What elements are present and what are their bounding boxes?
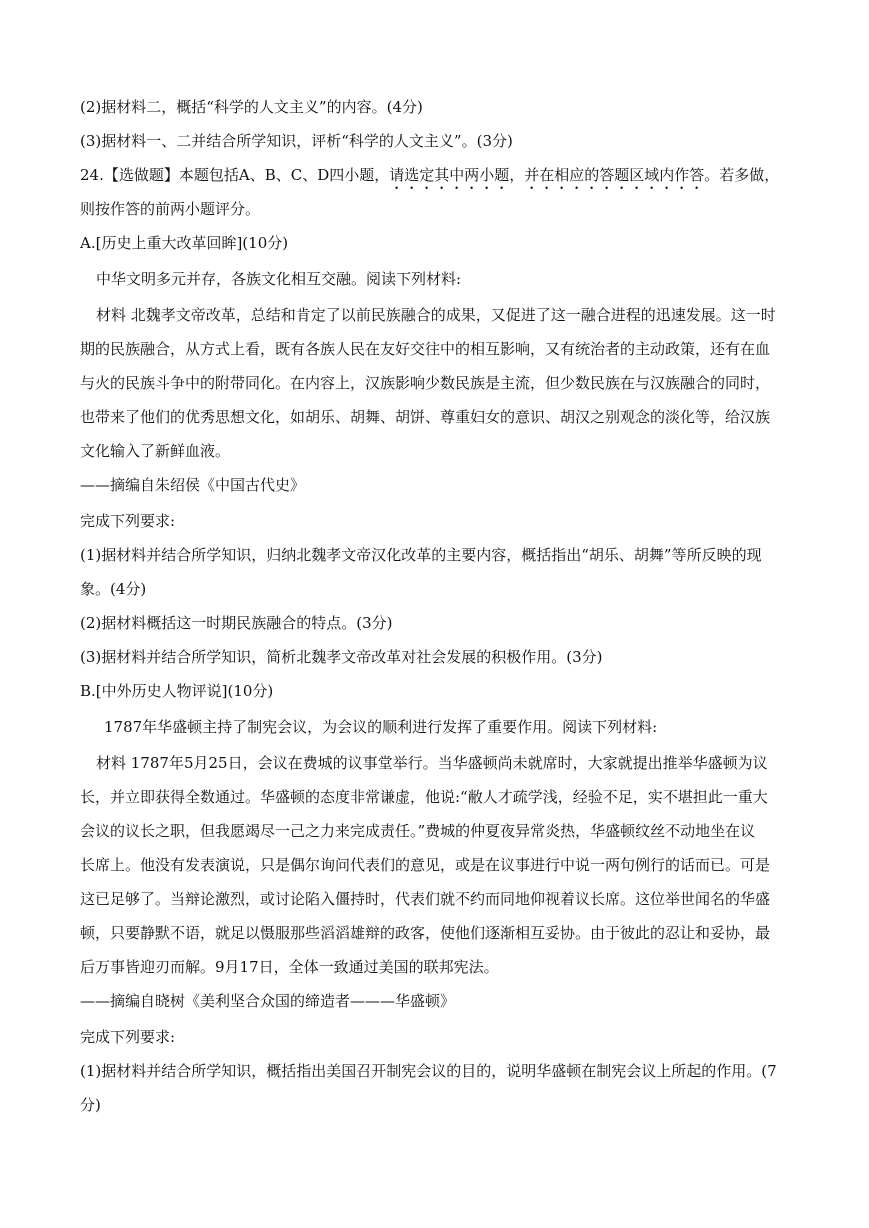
section-b-material-line-6: 顿，只要静默不语，就足以慑服那些滔滔雄辩的政客，使他们逐渐相互妥协。由于彼此的忍让和妥协，最: [80, 924, 771, 942]
section-b-source: ——摘编自晓树《美利坚合众国的缔造者———华盛顿》: [80, 992, 456, 1010]
section-a-q1-line-2: 象。(4分): [80, 580, 147, 598]
section-b-material-line-1: 材料 1787年5月25日，会议在费城的议事堂举行。当华盛顿尚未就席时，大家就提出推举华盛顿为议: [96, 754, 768, 772]
section-b-material-line-7: 后万事皆迎刃而解。9月17日，全体一致通过美国的联邦宪法。: [80, 958, 499, 976]
section-a-material-line-5: 文化输入了新鲜血液。: [80, 442, 231, 460]
section-a-material-line-4: 也带来了他们的优秀思想文化，如胡乐、胡舞、胡饼、尊重妇女的意识、胡汉之别观念的淡化等，给汉族: [80, 408, 771, 426]
section-b-material-line-2: 长，并立即获得全数通过。华盛顿的态度非常谦虚，他说:“敝人才疏学浅，经验不足，实不堪担此一重大: [80, 788, 768, 806]
question-2: (2)据材料二，概括“科学的人文主义”的内容。(4分): [80, 98, 423, 116]
section-b-q1-line-2: 分): [80, 1096, 101, 1114]
section-a-material-line-3: 与火的民族斗争中的附带同化。在内容上，汉族影响少数民族是主流，但少数民族在与汉族融合的同时，: [80, 374, 771, 392]
section-b-title: B.[中外历史人物评说](10分): [80, 682, 274, 700]
section-a-q2: (2)据材料概括这一时期民族融合的特点。(3分): [80, 614, 393, 632]
section-b-material-line-4: 长席上。他没有发表演说，只是偶尔询问代表们的意见，或是在议事进行中说一两句例行的话而已。可是: [80, 856, 771, 874]
question-24-prefix: 24.【选做题】本题包括A、B、C、D四小题，: [80, 166, 390, 184]
section-b-material-line-5: 这已足够了。当辩论激烈，或讨论陷入僵持时，代表们就不约而同地仰视着议长席。这位举世闻名的华盛: [80, 890, 771, 908]
question-24-emphasis: 请选定其中两小题，并在相应的答题区域内作答: [389, 166, 705, 184]
section-a-intro: 中华文明多元并存，各族文化相互交融。阅读下列材料:: [96, 270, 462, 288]
section-b-q1-line-1: (1)据材料并结合所学知识，概括指出美国召开制宪会议的目的，说明华盛顿在制宪会议上所起的作用。(7: [80, 1062, 777, 1080]
section-a-title: A.[历史上重大改革回眸](10分): [80, 234, 289, 252]
section-a-source: ——摘编自朱绍侯《中国古代史》: [80, 476, 306, 494]
section-b-requirements: 完成下列要求:: [80, 1028, 176, 1046]
question-24-suffix: 。若多做，: [704, 166, 780, 184]
question-3: (3)据材料一、二并结合所学知识，评析“科学的人文主义”。(3分): [80, 132, 513, 150]
section-b-intro: 1787年华盛顿主持了制宪会议，为会议的顺利进行发挥了重要作用。阅读下列材料:: [104, 718, 658, 736]
section-a-material-line-1: 材料 北魏孝文帝改革，总结和肯定了以前民族融合的成果，又促进了这一融合进程的迅速发展。这一时: [96, 306, 776, 324]
question-24-note: 则按作答的前两小题评分。: [80, 200, 261, 218]
section-b-material-line-3: 会议的议长之职，但我愿竭尽一己之力来完成责任。”费城的仲夏夜异常炎热，华盛顿纹丝不动地坐在议: [80, 822, 756, 840]
question-24-header: [80, 164, 800, 193]
section-a-q1-line-1: (1)据材料并结合所学知识，归纳北魏孝文帝汉化改革的主要内容，概括指出“胡乐、胡舞”等所反映的现: [80, 546, 762, 564]
section-a-requirements: 完成下列要求:: [80, 512, 176, 530]
section-a-material-line-2: 期的民族融合，从方式上看，既有各族人民在友好交往中的相互影响，又有统治者的主动政策，还有在血: [80, 340, 771, 358]
section-a-q3: (3)据材料并结合所学知识，简析北魏孝文帝改革对社会发展的积极作用。(3分): [80, 648, 603, 666]
